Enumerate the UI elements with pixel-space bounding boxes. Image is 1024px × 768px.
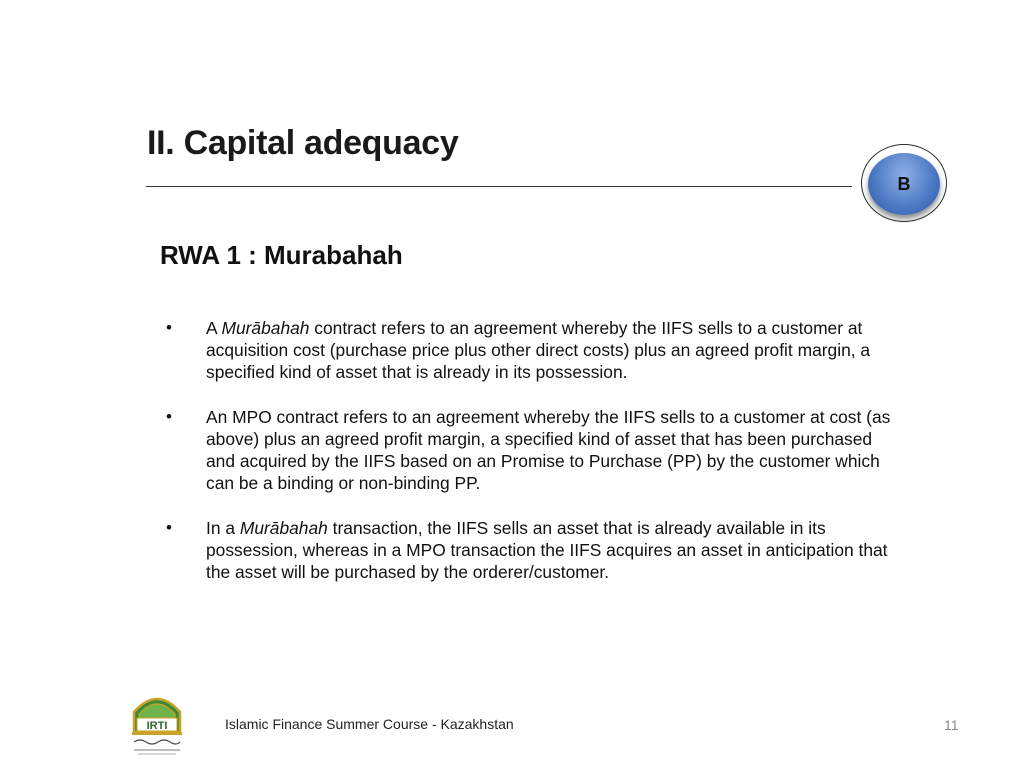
bullet-text-pre: An MPO contract refers to an agreement whereby the IIFS sells to a customer at cost (as above) plus an agreed profit margin, a specified kind of asset that has been purchased and acquired by the IIFS based on an Promise to Purchase (PP) by the customer which can be a binding or non-binding PP.: [206, 407, 891, 493]
bullet-text-italic: Murābahah: [239, 518, 328, 538]
section-badge: B: [868, 153, 940, 215]
bullet-text-post: contract refers to an agreement whereby the IIFS sells to a customer at acquisition cost (purchase price plus other direct costs) plus an agreed profit margin, a specified kind of asset that is already in its possession.: [206, 318, 871, 382]
bullet-dot: •: [166, 518, 172, 537]
logo-text: IRTI: [146, 720, 168, 732]
bullet-item: [166, 517, 901, 583]
title-divider: [146, 186, 852, 187]
bullet-dot: •: [166, 318, 172, 337]
bullet-item: [166, 406, 901, 494]
slide-subtitle: RWA 1 : Murabahah: [160, 240, 403, 270]
page-number: 11: [944, 717, 959, 733]
irti-logo: [128, 688, 186, 760]
bullet-text-italic: Murābahah: [221, 318, 310, 338]
footer-course-title: Islamic Finance Summer Course - Kazakhstan: [225, 716, 514, 732]
bullet-text-pre: A: [206, 318, 222, 338]
bullet-dot: •: [166, 407, 172, 426]
bullet-list: [166, 317, 901, 606]
bullet-text-pre: In a: [206, 518, 240, 538]
slide-title: II. Capital adequacy: [147, 124, 459, 162]
bullet-text-post: transaction, the IIFS sells an asset that is already available in its possession, whereas in a MPO transaction the IIFS acquires an asset in anticipation that the asset will be purchased by the orderer/customer.: [206, 518, 888, 582]
bullet-item: [166, 317, 901, 383]
